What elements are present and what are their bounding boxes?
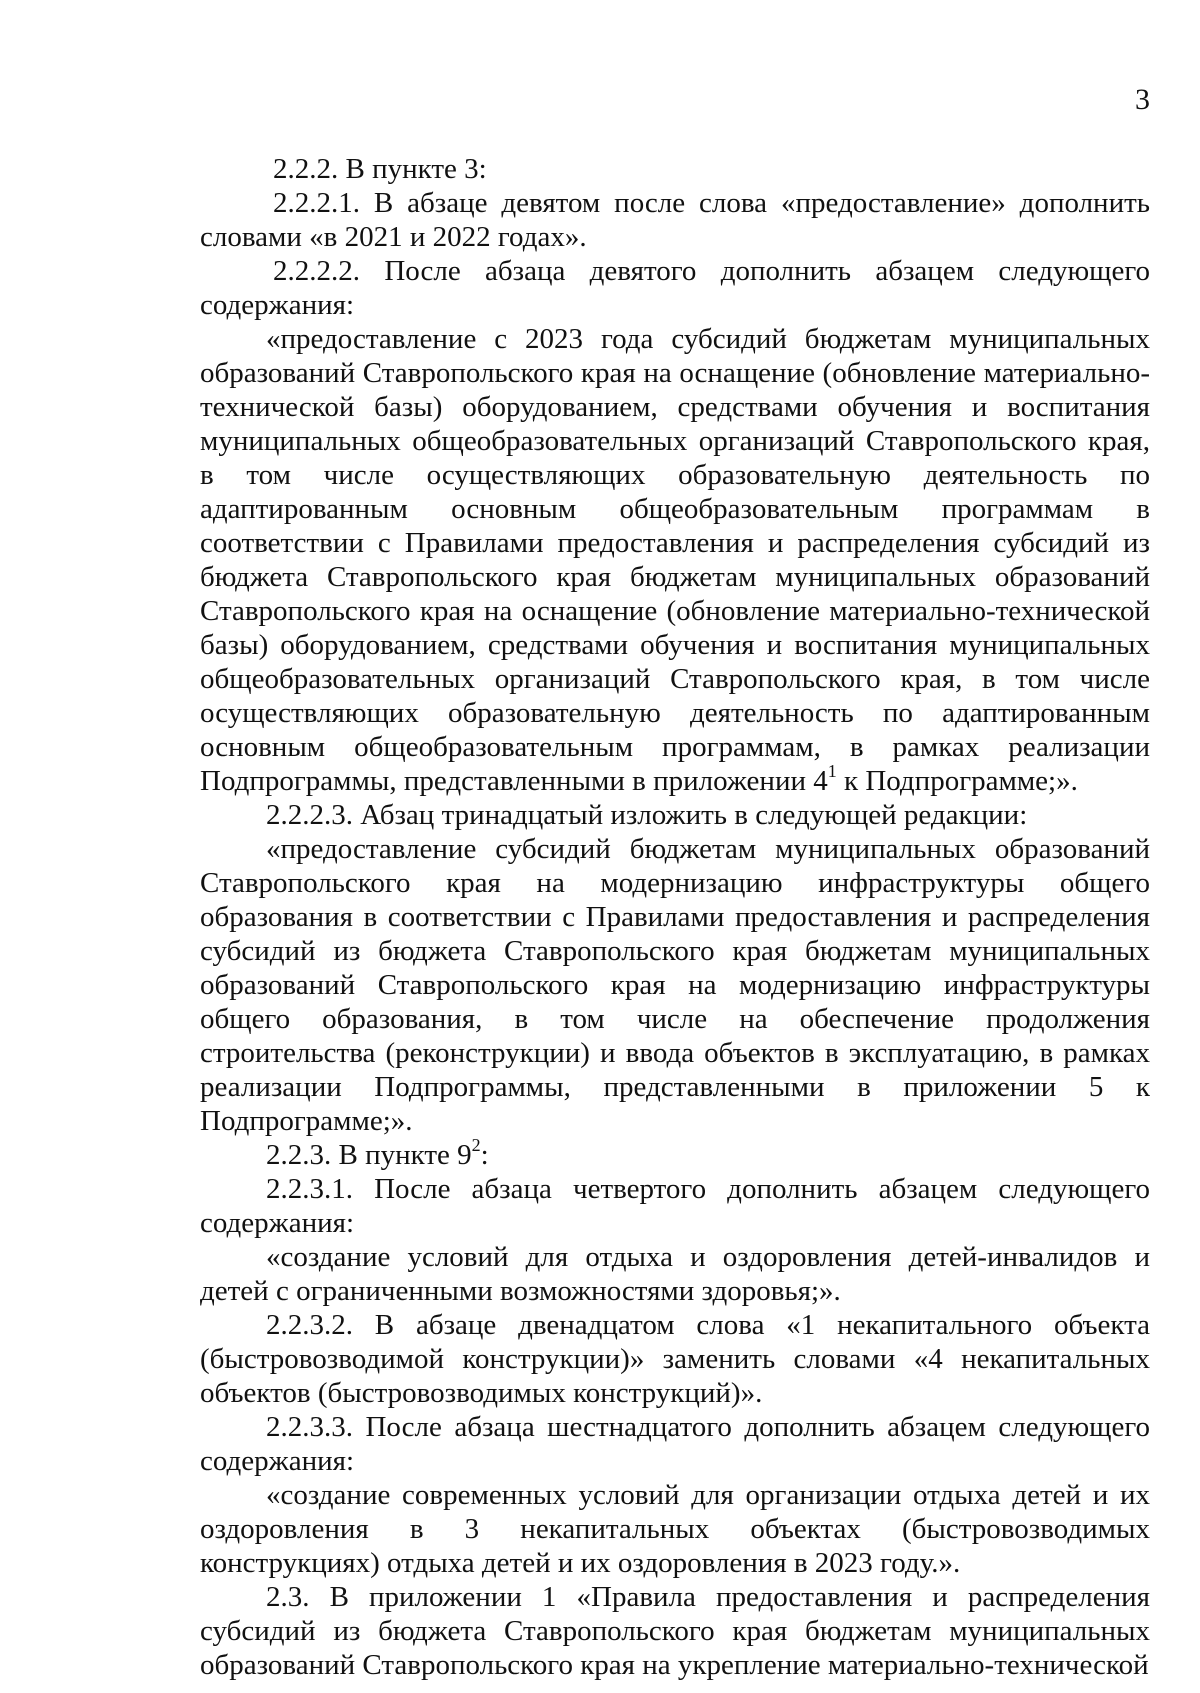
paragraph: 2.2.2. В пункте 3: xyxy=(273,153,487,185)
superscript: 2 xyxy=(471,1135,481,1156)
paragraph: «создание условий для отдыха и оздоровления детей-инвалидов и детей с ограниченными возможностями здоровья;». xyxy=(200,1241,1150,1307)
paragraph: «предоставление субсидий бюджетам муниципальных образований Ставропольского края на модернизацию инфраструктуры общего образования в соответствии с Правилами предоставления и распределения субсидий из бюджета Ставропольского края бюджетам муниципальных образований Ставропольского края на модернизацию инфраструктуры общего образования, в том числе на обеспечение продолжения строительства (реконструкции) и ввода объектов в эксплуатацию, в рамках реализации Подпрограммы, представленными в приложении 5 к Подпрограмме;». xyxy=(200,833,1150,1137)
paragraph: 2.2.3.1. После абзаца четвертого дополнить абзацем следующего содержания: xyxy=(200,1173,1150,1239)
superscript: 1 xyxy=(827,761,837,782)
paragraph: «предоставление с 2023 года субсидий бюджетам муниципальных образований Ставропольского края на оснащение (обновление материально-технической базы) оборудованием, средствами обучения и воспитания муниципальных общеобразовательных организаций Ставропольского края, в том числе осуществляющих образовательную деятельность по адаптированным основным общеобразовательным программам в соответствии с Правилами предоставления и распределения субсидий из бюджета Ставропольского края бюджетам муниципальных образований Ставропольского края на оснащение (обновление материально-технической базы) оборудованием, средствами обучения и воспитания муниципальных общеобразовательных организаций Ставропольского края, в том числе осуществляющих образовательную деятельность по адаптированным основным общеобразовательным программам, в рамках реализации Подпрограммы, представленными в приложении $4^1$ к Подпрограмме;». xyxy=(200,323,1150,797)
paragraph: 2.2.2.1. В абзаце девятом после слова «предоставление» дополнить словами «в 2021 и 2022 годах». xyxy=(200,187,1150,253)
document-body xyxy=(200,152,1150,1682)
paragraph: «создание современных условий для организации отдыха детей и их оздоровления в 3 некапитальных объектах (быстровозводимых конструкциях) отдыха детей и их оздоровления в 2023 году.». xyxy=(200,1479,1150,1579)
paragraph: 2.2.3.2. В абзаце двенадцатом слова «1 некапитального объекта (быстровозводимой конструкции)» заменить словами «4 некапитальных объектов (быстровозводимых конструкций)». xyxy=(200,1309,1150,1409)
page-number: 3 xyxy=(1135,83,1150,116)
paragraph: 2.3. В приложении 1 «Правила предоставления и распределения субсидий из бюджета Ставропольского края бюджетам муниципальных образований Ставропольского края на укрепление материально-технической xyxy=(200,1581,1150,1681)
paragraph: 2.2.3.3. После абзаца шестнадцатого дополнить абзацем следующего содержания: xyxy=(200,1411,1150,1477)
paragraph: 2.2.2.3. Абзац тринадцатый изложить в следующей редакции: xyxy=(266,799,1028,831)
paragraph: 2.2.2.2. После абзаца девятого дополнить абзацем следующего содержания: xyxy=(200,255,1150,321)
paragraph: 2.2.3. В пункте $9^2$: xyxy=(266,1135,489,1171)
